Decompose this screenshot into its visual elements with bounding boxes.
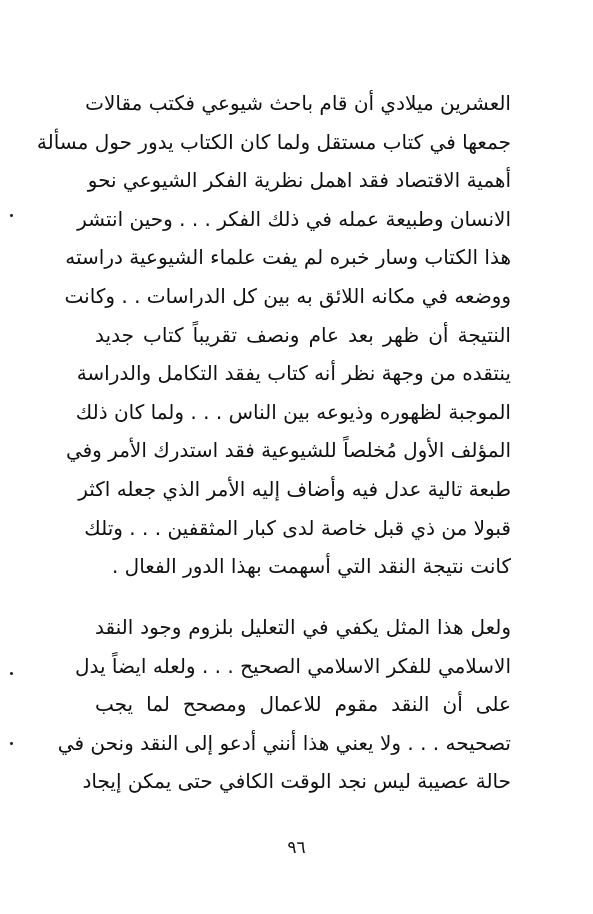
text-line: الموجبة لظهوره وذيوعه بين الناس . . . ولما كان ذلك [75, 399, 511, 424]
text-line: حالة عصيبة ليس نجد الوقت الكافي حتى يمكن إيجاد [82, 769, 511, 794]
text-line: كانت نتيجة النقد التي أسهمت بهذا الدور الفعال . [111, 554, 511, 579]
text-line: تصحيحه . . . ولا يعني هذا أنني أدعو إلى النقد ونحن في [57, 730, 511, 755]
scan-speck [10, 214, 13, 217]
scan-speck [10, 742, 13, 745]
text-line: طبعة تالية عدل فيه وأضاف إليه الأمر الذي جعله اكثر [78, 476, 511, 501]
text-line: ينتقده من وجهة نظر أنه كتاب يفقد التكامل والدراسة [76, 361, 511, 386]
text-line: العشرين ميلادي أن قام باحث شيوعي فكتب مقالات [85, 91, 511, 115]
text-line: قبولا من ذي قبل خاصة لدى كبار المثقفين . . . وتلك [84, 515, 511, 540]
text-line: ولعل هذا المثل يكفي في التعليل بلزوم وجود النقد [95, 615, 511, 639]
text-line: أهمية الاقتصاد فقد اهمل نظرية الفكر الشيوعي نحو [87, 168, 511, 193]
paragraph-2 [57, 608, 511, 801]
text-line: النتيجة أن ظهر بعد عام ونصف تقريباً كتاب جديد [95, 322, 511, 347]
text-line: الاسلامي للفكر الاسلامي الصحيح . . . ولعله ايضاً يدل [74, 653, 511, 678]
scan-speck [10, 672, 13, 675]
text-line: هذا الكتاب وسار خبره لم يفت علماء الشيوعية دراسته [65, 245, 511, 270]
text-line: على أن النقد مقوم للاعمال ومصحح لما يجب [95, 692, 511, 717]
text-line: الانسان وطبيعة عمله في ذلك الفكر . . . وحين انتشر [77, 206, 511, 231]
page-number: ٩٦ [287, 838, 306, 858]
text-line: جمعها في كتاب مستقل ولما كان الكتاب يدور حول مسألة [36, 129, 511, 154]
paragraph-1 [36, 84, 511, 586]
text-line: ووضعه في مكانه اللائق به بين كل الدراسات . . وكانت [64, 283, 511, 308]
text-line: المؤلف الأول مُخلصاً للشيوعية فقد استدرك الأمر وفي [65, 438, 511, 463]
